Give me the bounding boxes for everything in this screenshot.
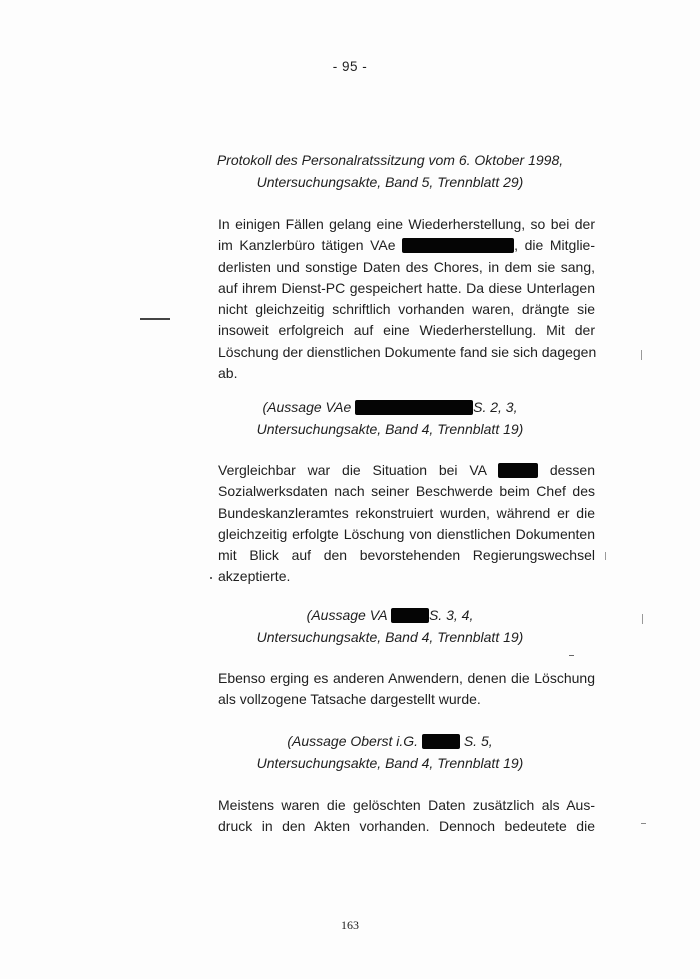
paragraph-line xyxy=(218,460,595,481)
paragraph-line: In einigen Fällen gelang eine Wiederherstellung, so bei der xyxy=(218,216,595,232)
paragraph-line: auf ihrem Dienst-PC gespeichert hatte. Da diese Unterlagen xyxy=(218,279,595,296)
citation-aussage-oberst xyxy=(180,730,600,774)
page-number-top: - 95 - xyxy=(332,59,368,74)
text-segment: (Aussage Oberst i.G. xyxy=(287,733,419,749)
citation-line: Untersuchungsakte, Band 4, Trennblatt 19) xyxy=(256,755,524,771)
paragraph-line: nicht gleichzeitig schriftlich vorhanden waren, drängte sie xyxy=(218,301,595,318)
redaction-bar xyxy=(391,608,429,623)
citation-line: Untersuchungsakte, Band 4, Trennblatt 19) xyxy=(256,629,524,645)
paragraph-meistens xyxy=(218,795,595,838)
paragraph-wiederherstellung xyxy=(218,214,595,384)
redaction-bar xyxy=(422,734,460,749)
redaction-bar xyxy=(402,238,514,253)
scan-mark xyxy=(605,552,606,560)
paragraph-line: ab. xyxy=(218,365,238,382)
citation-line xyxy=(180,730,600,752)
text-segment: (Aussage VA xyxy=(306,607,388,623)
scan-mark xyxy=(641,350,642,360)
citation-line: Untersuchungsakte, Band 5, Trennblatt 29) xyxy=(256,174,524,190)
citation-line xyxy=(180,604,600,626)
paragraph-line: Löschung der dienstlichen Dokumente fand sie sich dagegen xyxy=(218,343,597,360)
paragraph-line: als vollzogene Tatsache dargestellt wurde. xyxy=(218,691,481,708)
footer-page-number: 163 xyxy=(341,918,359,932)
text-segment: im Kanzlerbüro tätigen VAe xyxy=(218,237,396,254)
scan-mark xyxy=(140,318,170,320)
scan-mark xyxy=(642,614,643,624)
text-segment: S. 2, 3, xyxy=(473,399,518,415)
paragraph-line: Ebenso erging es anderen Anwendern, denen die Löschung xyxy=(218,670,595,686)
scan-mark xyxy=(641,823,646,824)
paragraph-line xyxy=(218,235,595,256)
citation-line xyxy=(180,396,600,418)
paragraph-vergleichbar xyxy=(218,460,595,588)
paragraph-line: Sozialwerksdaten nach seiner Beschwerde beim Chef des xyxy=(218,483,595,500)
paragraph-line: mit Blick auf den bevorstehenden Regierungswechsel xyxy=(218,547,595,564)
citation-aussage-va xyxy=(180,604,600,648)
text-segment: , die Mitglie- xyxy=(514,237,596,254)
paragraph-line: akzeptierte. xyxy=(218,568,291,585)
paragraph-line: druck in den Akten vorhanden. Dennoch bedeutete die xyxy=(218,818,595,835)
scan-mark xyxy=(569,655,574,656)
paragraph-line: gleichzeitig erfolgte Löschung von dienstlichen Dokumenten xyxy=(218,525,595,542)
paragraph-line: Bundeskanzleramtes rekonstruiert wurden, während er die xyxy=(218,504,595,521)
citation-aussage-vae xyxy=(180,396,600,440)
citation-personalrat-protocol xyxy=(180,149,600,193)
text-segment: dessen xyxy=(549,462,596,478)
paragraph-line: insoweit erfolgreich auf eine Wiederherstellung. Mit der xyxy=(218,322,595,339)
text-segment: (Aussage VAe xyxy=(262,399,352,415)
scan-mark xyxy=(210,577,212,579)
paragraph-line: Meistens waren die gelöschten Daten zusätzlich als Aus- xyxy=(218,797,595,813)
text-segment: S. 5, xyxy=(463,733,493,749)
text-segment: Vergleichbar war die Situation bei VA xyxy=(218,462,487,478)
citation-line: Untersuchungsakte, Band 4, Trennblatt 19) xyxy=(256,421,524,437)
redaction-bar xyxy=(498,463,538,478)
paragraph-line: derlisten und sonstige Daten des Chores, in dem sie sang, xyxy=(218,258,595,275)
paragraph-ebenso xyxy=(218,668,595,711)
citation-line: Protokoll des Personalratssitzung vom 6. Oktober 1998, xyxy=(216,152,564,168)
redaction-bar xyxy=(355,400,473,415)
text-segment: S. 3, 4, xyxy=(428,607,474,623)
